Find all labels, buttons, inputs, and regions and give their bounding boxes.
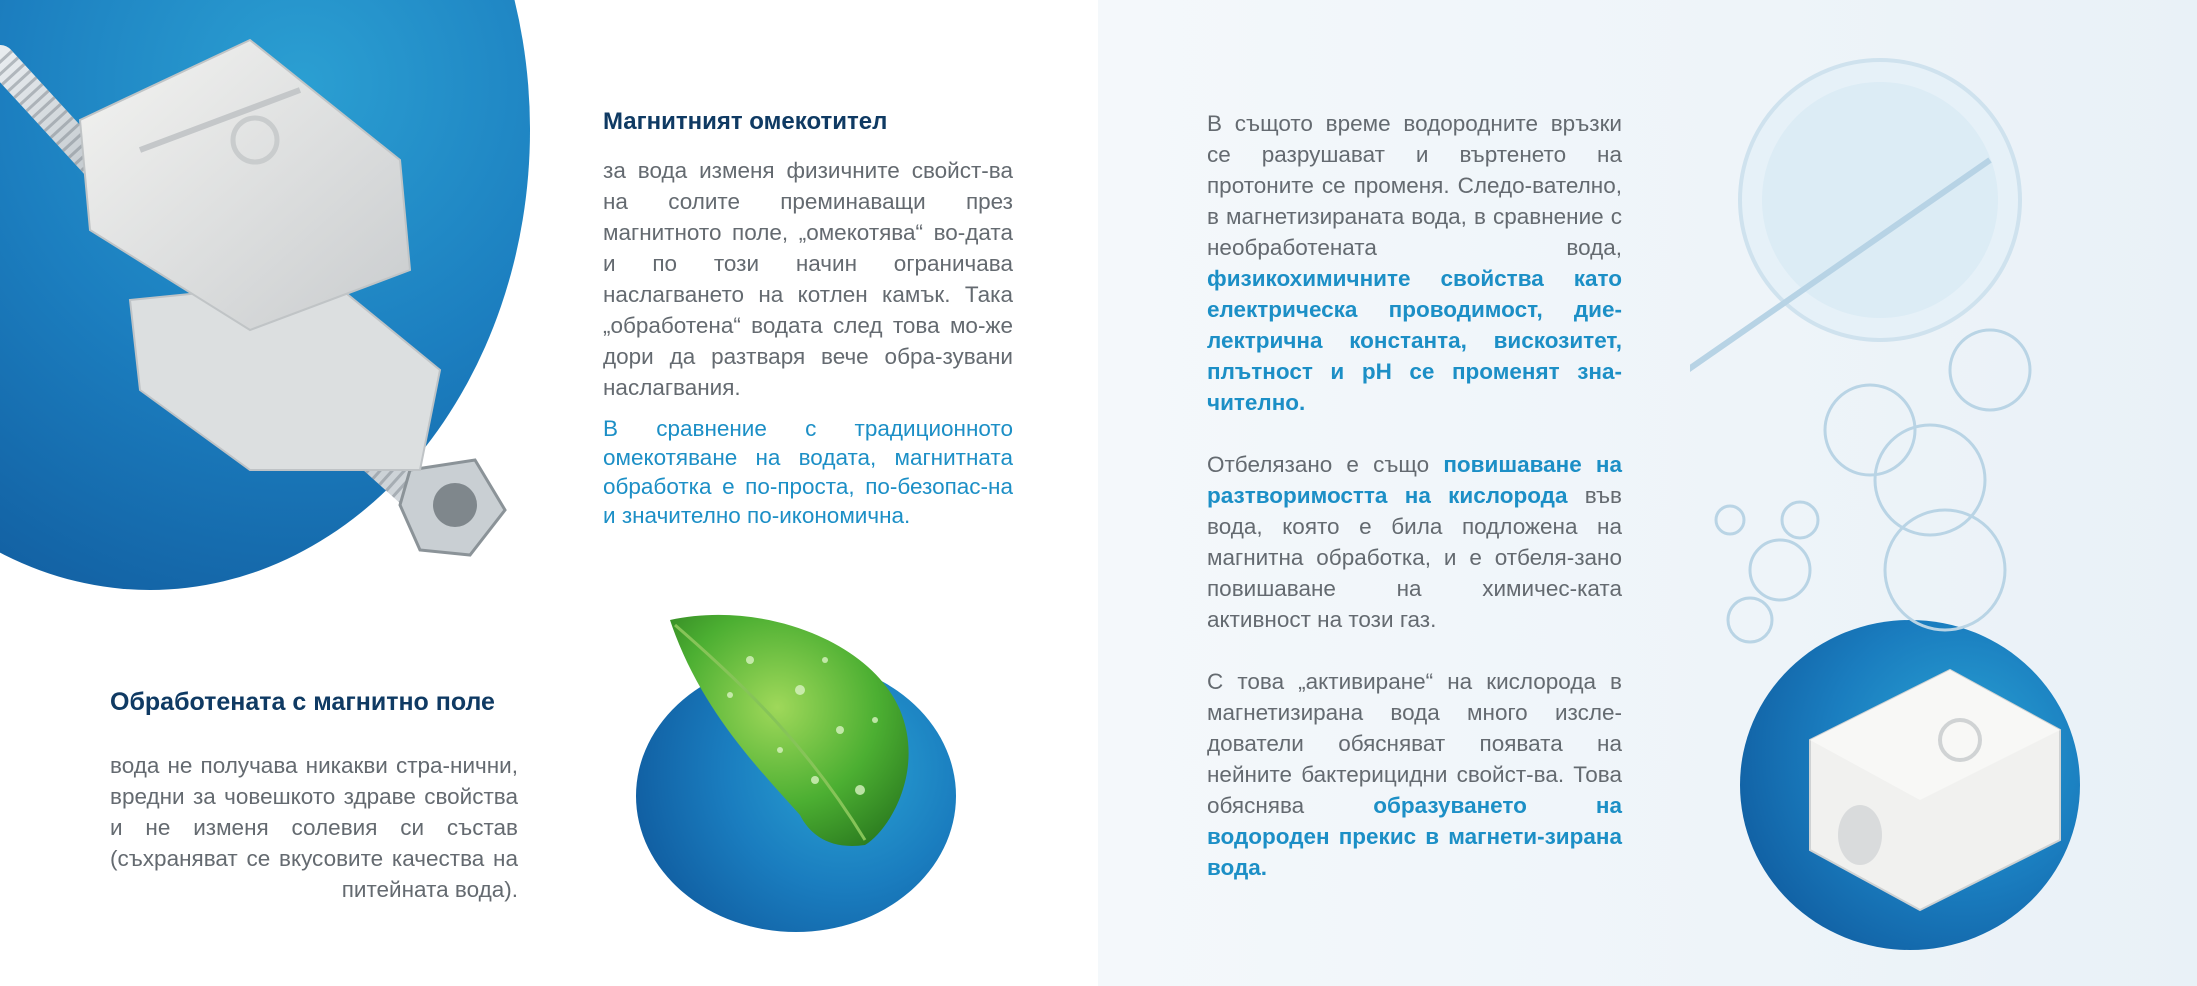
treated-water-heading: Обработената с магнитно поле: [110, 688, 495, 716]
oxygen-solubility-highlight: повишаване на разтворимостта на кислорода: [1207, 452, 1622, 508]
right-text-column: [1207, 108, 1622, 883]
physicochemical-highlight: физикохимичните свойства като електрическа проводимост, дие-лектрична константа, вискозитет, плътност и pH се променят зна-чително.: [1207, 266, 1622, 415]
activation-text: С това „активиране“ на кислорода в магнетизирана вода много изсле-дователи обясняват появата на нейните бактерицидни свойст-ва. Това обяснява: [1207, 669, 1622, 818]
oxygen-text-b: във вода, която е била подложена на магнитна обработка, и е отбеля-зано повишаване на химичес-ката активност на този газ.: [1207, 483, 1622, 632]
oxygen-paragraph: [1207, 449, 1622, 635]
treated-water-body: вода не получава никакви стра-нични, вредни за човешкото здраве свойства и не изменя солевия си състав (съхраняват се вкусовите качества на питейната вода).: [110, 753, 518, 902]
leaf-image: [640, 600, 970, 870]
peroxide-highlight: образуването на водороден прекис в магнети-зирана вода.: [1207, 793, 1622, 880]
oxygen-text-a: Отбелязано е също: [1207, 452, 1444, 477]
hydrogen-bonds-text: В същото време водородните връзки се разрушават и въртенето на протоните се променя. Следо-вателно, в магнетизираната вода, в сравнение с необработената вода,: [1207, 111, 1622, 260]
activation-paragraph: [1207, 666, 1622, 883]
magnet-softener-accent: В сравнение с традиционното омекотяване на водата, магнитната обработка е по-проста, по-безопас-на и значително по-икономична.: [603, 416, 1013, 528]
magnet-softener-heading: Магнитният омекотител: [603, 108, 888, 135]
petri-dish-bubbles-image: [1690, 50, 2090, 950]
magnet-softener-hose-image: [0, 0, 540, 580]
left-page: [0, 0, 1098, 986]
hydrogen-bonds-paragraph: [1207, 108, 1622, 418]
magnet-softener-body: за вода изменя физичните свойст-ва на солите преминаващи през магнитното поле, „омекотява“ во-дата и по този начин ограничава наслагването на котлен камък. Така „обработена“ водата след това мо-же дори да разтваря вече обра-зувани наслагвания.: [603, 158, 1013, 400]
